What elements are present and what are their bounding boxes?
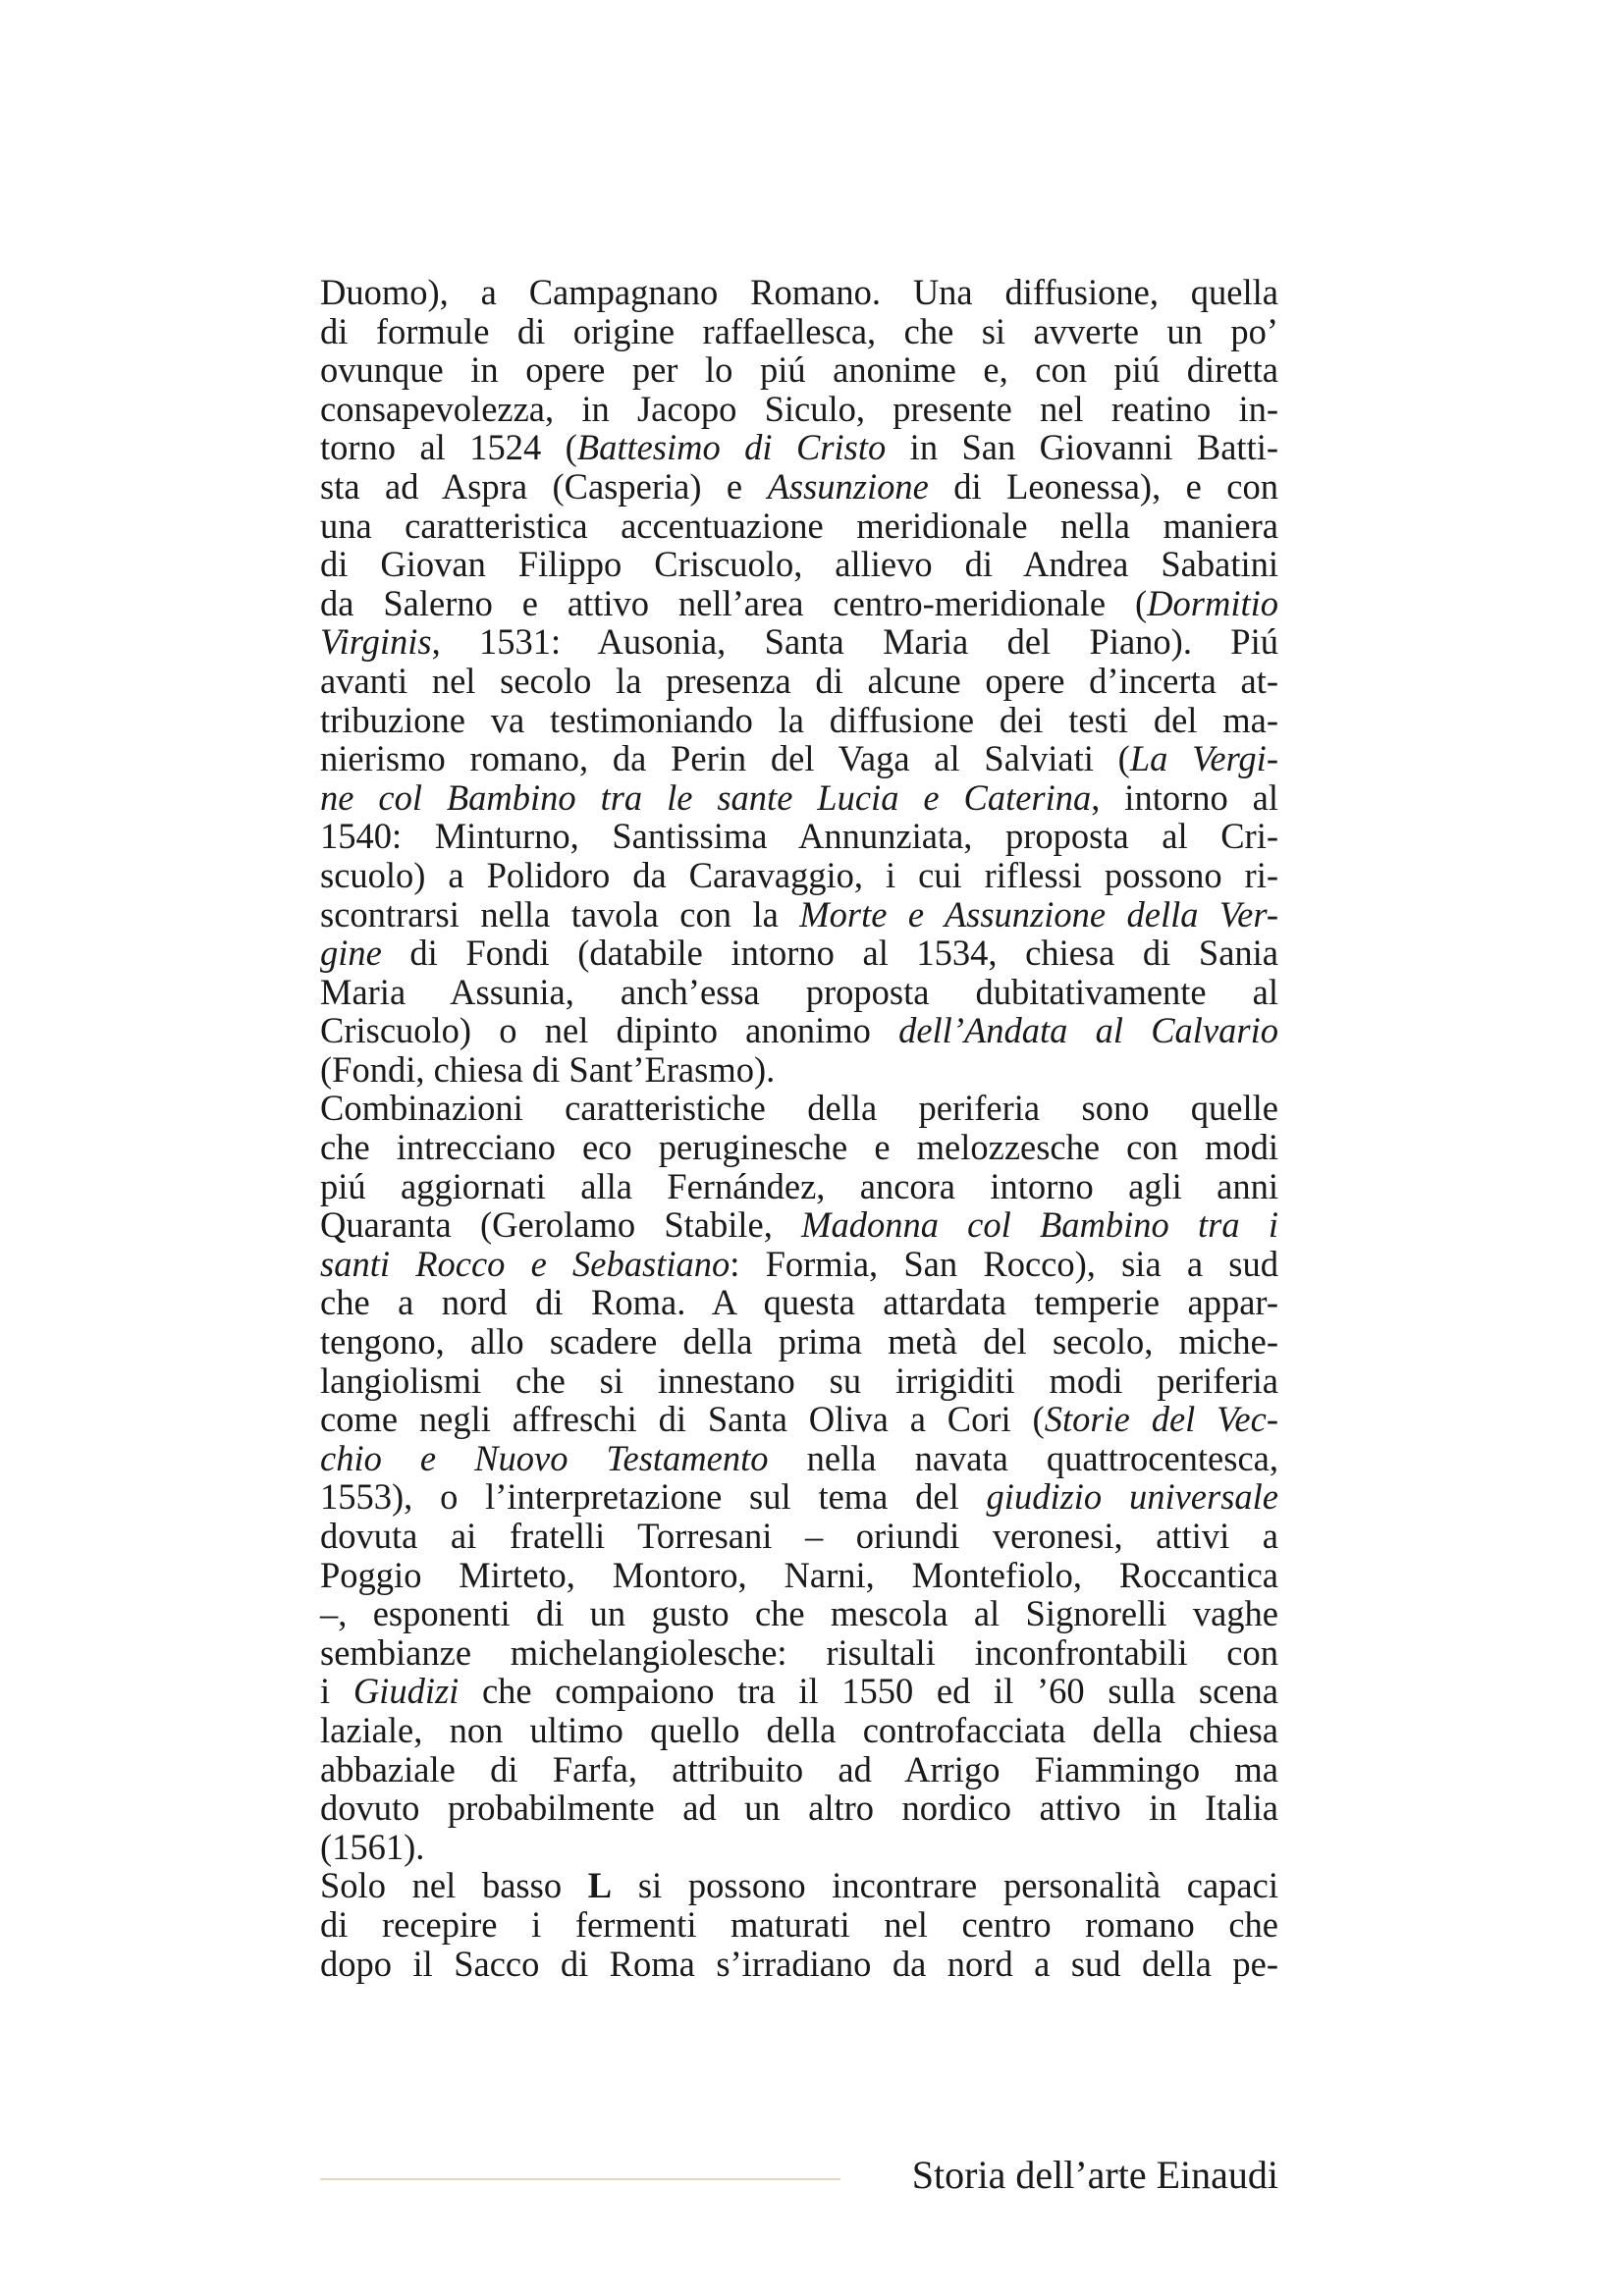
italic-span: Assunzione	[767, 465, 929, 507]
text-span: scontrarsi nella tavola con la	[320, 893, 800, 934]
text-span: che a nord di Roma. A questa attardata temperie appar-	[320, 1282, 1278, 1323]
text-line	[320, 1128, 1278, 1167]
italic-span: Battesimo di Cristo	[576, 427, 887, 468]
text-span: di Fondi (databile intorno al 1534, chiesa di Sania	[381, 933, 1278, 974]
italic-span: Morte e Assunzione della Ver-	[799, 893, 1278, 934]
text-span: dovuto probabilmente ad un altro nordico attivo in Italia	[320, 1788, 1278, 1829]
text-line	[320, 973, 1278, 1012]
text-span: , 1531: Ausonia, Santa Maria del Piano). Piú	[431, 621, 1278, 663]
text-span: Maria Assunia, anch’essa proposta dubitativamente al	[320, 971, 1278, 1012]
text-line	[320, 1711, 1278, 1750]
text-span: dovuta ai fratelli Torresani – oriundi veronesi, attivi a	[320, 1516, 1278, 1556]
text-span: si possono incontrare personalità capaci	[612, 1865, 1278, 1906]
italic-span: santi Rocco e Sebastiano	[320, 1243, 730, 1284]
text-span: nierismo romano, da Perin del Vaga al Salviati (	[320, 738, 1130, 779]
text-span: da Salerno e attivo nell’area centro-meridionale (	[320, 582, 1148, 623]
text-line	[320, 428, 1278, 467]
text-line	[320, 934, 1278, 973]
text-span: avanti nel secolo la presenza di alcune opere d’incerta at-	[320, 660, 1278, 701]
text-span: i	[320, 1671, 353, 1712]
text-line	[320, 1050, 1278, 1090]
text-line	[320, 1400, 1278, 1439]
text-line	[320, 584, 1278, 623]
text-span: (Fondi, chiesa di Sant’Erasmo).	[320, 1048, 776, 1090]
bold-span: L	[587, 1865, 613, 1906]
text-line	[320, 622, 1278, 662]
text-line	[320, 1322, 1278, 1362]
text-line	[320, 1089, 1278, 1128]
text-line	[320, 273, 1278, 312]
text-span: Criscuolo) o nel dipinto anonimo	[320, 1010, 899, 1051]
text-span: di recepire i fermenti maturati nel centro romano che	[320, 1903, 1278, 1945]
italic-span: La Vergi-	[1129, 738, 1278, 779]
italic-span: Storie del Vec-	[1044, 1399, 1278, 1440]
text-span: dopo il Sacco di Roma s’irradiano da nord a sud della pe-	[320, 1943, 1278, 1984]
text-line	[320, 662, 1278, 701]
text-line	[320, 778, 1278, 818]
text-span: che intrecciano eco peruginesche e melozzesche con modi	[320, 1127, 1278, 1168]
text-span: sembianze michelangiolesche: risultali inconfrontabili con	[320, 1631, 1278, 1673]
text-span: di Leonessa), e con	[928, 465, 1278, 507]
text-span: in San Giovanni Batti-	[886, 427, 1279, 468]
italic-span: Madonna col Bambino tra i	[801, 1204, 1278, 1246]
text-span: scuolo) a Polidoro da Caravaggio, i cui riflessi possono ri-	[320, 854, 1278, 895]
text-span: , intorno al	[1091, 776, 1278, 818]
text-line	[320, 390, 1278, 429]
italic-span: Virginis	[320, 621, 432, 663]
italic-span: dell’Andata al Calvario	[898, 1010, 1278, 1051]
text-line	[320, 350, 1278, 390]
text-span: consapevolezza, in Jacopo Siculo, presente nel reatino in-	[320, 388, 1278, 429]
text-line	[320, 1245, 1278, 1284]
text-span: torno al 1524 (	[320, 427, 577, 468]
text-span: tengono, allo scadere della prima metà del secolo, miche-	[320, 1321, 1278, 1362]
text-line	[320, 312, 1278, 351]
body-text	[320, 273, 1278, 1983]
text-line	[320, 856, 1278, 895]
footer-rule	[320, 2178, 840, 2180]
italic-span: giudizio universale	[986, 1476, 1279, 1518]
italic-span: gine	[320, 933, 382, 974]
text-span: : Formia, San Rocco), sia a sud	[730, 1243, 1278, 1284]
text-line	[320, 545, 1278, 584]
text-span: che compaiono tra il 1550 ed il ’60 sulla scena	[459, 1671, 1278, 1712]
text-line	[320, 1362, 1278, 1401]
text-line	[320, 1011, 1278, 1050]
text-line	[320, 1789, 1278, 1828]
text-line	[320, 1866, 1278, 1905]
italic-span: ne col Bambino tra le sante Lucia e Caterina	[320, 776, 1092, 818]
footer-title: Storia dell’arte Einaudi	[911, 2153, 1278, 2197]
italic-span: Dormitio	[1147, 582, 1278, 623]
text-line	[320, 467, 1278, 507]
text-span: piú aggiornati alla Fernández, ancora intorno agli anni	[320, 1165, 1278, 1206]
text-line	[320, 895, 1278, 934]
text-line	[320, 1594, 1278, 1633]
text-span: di Giovan Filippo Criscuolo, allievo di Andrea Sabatini	[320, 544, 1278, 585]
text-span: Solo nel basso	[320, 1865, 588, 1906]
text-span: come negli affreschi di Santa Oliva a Cori (	[320, 1399, 1045, 1440]
text-span: tribuzione va testimoniando la diffusione dei testi del ma-	[320, 699, 1278, 740]
text-line	[320, 1556, 1278, 1595]
text-span: di formule di origine raffaellesca, che si avverte un po’	[320, 310, 1278, 351]
text-line	[320, 1750, 1278, 1789]
text-span: Quaranta (Gerolamo Stabile,	[320, 1204, 802, 1246]
text-line	[320, 817, 1278, 856]
italic-span: chio e Nuovo Testamento	[320, 1437, 769, 1478]
text-span: laziale, non ultimo quello della controfacciata della chiesa	[320, 1709, 1278, 1750]
text-span: –, esponenti di un gusto che mescola al Signorelli vaghe	[320, 1593, 1278, 1634]
text-span: ovunque in opere per lo piú anonime e, con piú diretta	[320, 349, 1278, 391]
text-span: una caratteristica accentuazione meridionale nella maniera	[320, 505, 1278, 546]
text-line	[320, 1283, 1278, 1322]
text-line	[320, 1945, 1278, 1984]
text-line	[320, 1517, 1278, 1556]
text-span: Combinazioni caratteristiche della periferia sono quelle	[320, 1088, 1278, 1129]
text-span: Poggio Mirteto, Montoro, Narni, Montefiolo, Roccantica	[320, 1554, 1278, 1595]
text-span: sta ad Aspra (Casperia) e	[320, 465, 768, 507]
text-line	[320, 1477, 1278, 1517]
text-span: nella navata quattrocentesca,	[768, 1437, 1278, 1478]
text-line	[320, 701, 1278, 740]
text-line	[320, 739, 1278, 778]
text-span: langiolismi che si innestano su irrigiditi modi periferia	[320, 1360, 1278, 1401]
text-span: abbaziale di Farfa, attribuito ad Arrigo Fiammingo ma	[320, 1748, 1278, 1789]
text-line	[320, 1167, 1278, 1206]
text-line	[320, 1672, 1278, 1711]
text-line	[320, 1205, 1278, 1245]
text-span: 1553), o l’interpretazione sul tema del	[320, 1476, 987, 1518]
text-line	[320, 1633, 1278, 1673]
text-line	[320, 507, 1278, 546]
italic-span: Giudizi	[352, 1671, 460, 1712]
text-span: 1540: Minturno, Santissima Annunziata, proposta al Cri-	[320, 816, 1278, 857]
text-line	[320, 1828, 1278, 1867]
text-span: Duomo), a Campagnano Romano. Una diffusione, quella	[320, 272, 1278, 312]
text-line	[320, 1439, 1278, 1478]
text-line	[320, 1905, 1278, 1945]
text-span: (1561).	[320, 1826, 425, 1867]
